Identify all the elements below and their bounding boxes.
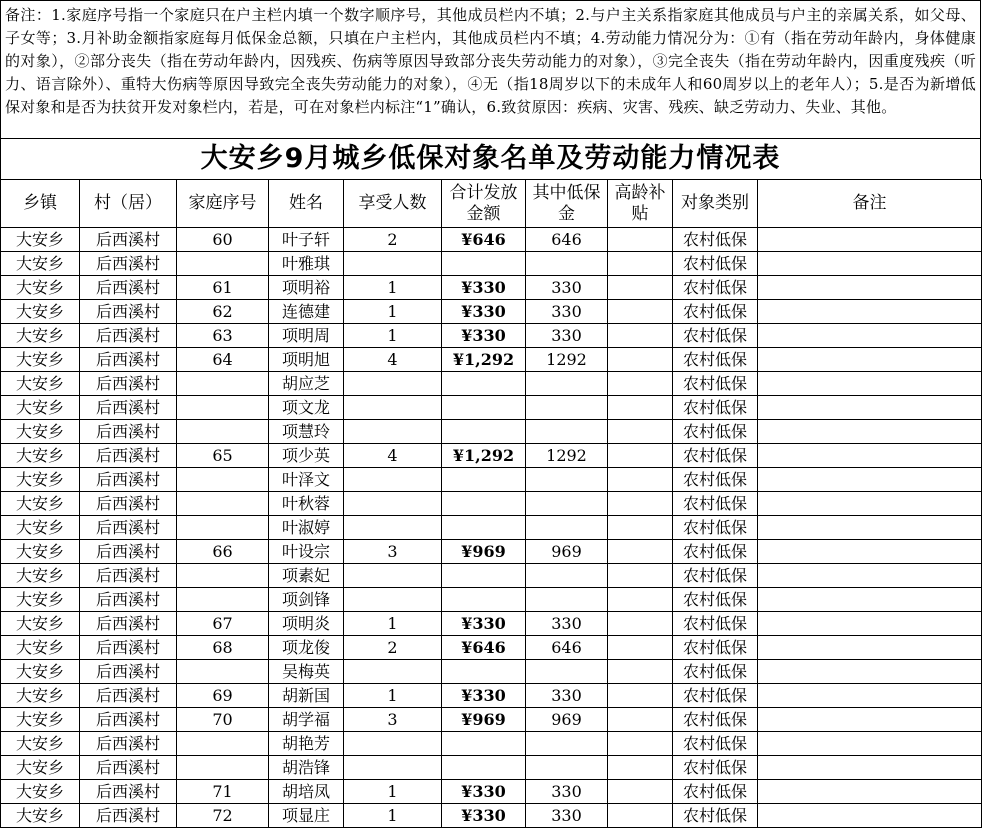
cell-total (442, 252, 526, 276)
cell-name: 胡艳芳 (269, 732, 344, 756)
cell-remark (758, 564, 982, 588)
cell-name: 项少英 (269, 444, 344, 468)
cell-family-no: 60 (177, 228, 269, 252)
cell-count: 1 (344, 780, 442, 804)
cell-elderly (608, 252, 673, 276)
cell-name: 胡浩锋 (269, 756, 344, 780)
cell-dibao (526, 252, 608, 276)
cell-elderly (608, 780, 673, 804)
cell-category: 农村低保 (673, 228, 758, 252)
cell-remark (758, 612, 982, 636)
cell-total (442, 420, 526, 444)
cell-count (344, 396, 442, 420)
cell-elderly (608, 564, 673, 588)
cell-family-no (177, 396, 269, 420)
table-row (1, 588, 982, 612)
cell-total: ¥969 (442, 540, 526, 564)
cell-count (344, 252, 442, 276)
cell-name: 叶雅琪 (269, 252, 344, 276)
cell-count: 2 (344, 228, 442, 252)
cell-total: ¥1,292 (442, 444, 526, 468)
cell-town: 大安乡 (1, 420, 80, 444)
cell-elderly (608, 324, 673, 348)
cell-town: 大安乡 (1, 588, 80, 612)
cell-count (344, 588, 442, 612)
cell-remark (758, 708, 982, 732)
cell-total (442, 756, 526, 780)
cell-dibao: 646 (526, 228, 608, 252)
cell-category: 农村低保 (673, 540, 758, 564)
cell-family-no (177, 660, 269, 684)
cell-family-no: 64 (177, 348, 269, 372)
cell-count: 3 (344, 540, 442, 564)
cell-count (344, 420, 442, 444)
table-row (1, 708, 982, 732)
cell-elderly (608, 300, 673, 324)
cell-remark (758, 276, 982, 300)
cell-elderly (608, 756, 673, 780)
cell-category: 农村低保 (673, 684, 758, 708)
cell-village: 后西溪村 (80, 444, 177, 468)
cell-total (442, 564, 526, 588)
cell-family-no (177, 252, 269, 276)
header-category: 对象类别 (673, 180, 758, 228)
cell-category: 农村低保 (673, 492, 758, 516)
cell-name: 项剑锋 (269, 588, 344, 612)
cell-dibao: 330 (526, 300, 608, 324)
cell-name: 项明周 (269, 324, 344, 348)
cell-total (442, 396, 526, 420)
cell-category: 农村低保 (673, 276, 758, 300)
cell-town: 大安乡 (1, 780, 80, 804)
cell-elderly (608, 636, 673, 660)
cell-remark (758, 756, 982, 780)
cell-remark (758, 636, 982, 660)
cell-town: 大安乡 (1, 660, 80, 684)
cell-village: 后西溪村 (80, 732, 177, 756)
cell-name: 胡新国 (269, 684, 344, 708)
cell-elderly (608, 588, 673, 612)
cell-name: 叶设宗 (269, 540, 344, 564)
cell-remark (758, 804, 982, 828)
cell-family-no (177, 564, 269, 588)
cell-family-no: 70 (177, 708, 269, 732)
cell-total (442, 732, 526, 756)
cell-family-no: 65 (177, 444, 269, 468)
cell-total: ¥330 (442, 804, 526, 828)
cell-elderly (608, 660, 673, 684)
table-row (1, 492, 982, 516)
table-body (1, 228, 982, 828)
cell-elderly (608, 804, 673, 828)
table-row (1, 276, 982, 300)
cell-count: 1 (344, 276, 442, 300)
cell-elderly (608, 684, 673, 708)
cell-category: 农村低保 (673, 636, 758, 660)
cell-dibao (526, 468, 608, 492)
cell-family-no: 63 (177, 324, 269, 348)
table-row (1, 756, 982, 780)
cell-village: 后西溪村 (80, 252, 177, 276)
cell-village: 后西溪村 (80, 588, 177, 612)
cell-category: 农村低保 (673, 516, 758, 540)
cell-dibao: 330 (526, 324, 608, 348)
cell-count: 4 (344, 348, 442, 372)
header-remark: 备注 (758, 180, 982, 228)
cell-town: 大安乡 (1, 300, 80, 324)
cell-remark (758, 420, 982, 444)
cell-town: 大安乡 (1, 468, 80, 492)
cell-elderly (608, 348, 673, 372)
cell-town: 大安乡 (1, 252, 80, 276)
cell-remark (758, 588, 982, 612)
cell-village: 后西溪村 (80, 540, 177, 564)
cell-name: 项文龙 (269, 396, 344, 420)
cell-village: 后西溪村 (80, 804, 177, 828)
cell-category: 农村低保 (673, 420, 758, 444)
cell-remark (758, 660, 982, 684)
cell-family-no (177, 468, 269, 492)
cell-town: 大安乡 (1, 396, 80, 420)
cell-family-no (177, 372, 269, 396)
cell-count: 4 (344, 444, 442, 468)
cell-village: 后西溪村 (80, 324, 177, 348)
cell-name: 项显庄 (269, 804, 344, 828)
cell-elderly (608, 228, 673, 252)
cell-village: 后西溪村 (80, 612, 177, 636)
cell-elderly (608, 732, 673, 756)
cell-category: 农村低保 (673, 396, 758, 420)
cell-dibao: 330 (526, 804, 608, 828)
cell-name: 项明炎 (269, 612, 344, 636)
cell-remark (758, 348, 982, 372)
cell-town: 大安乡 (1, 276, 80, 300)
cell-village: 后西溪村 (80, 708, 177, 732)
cell-count (344, 564, 442, 588)
cell-town: 大安乡 (1, 348, 80, 372)
cell-name: 叶秋蓉 (269, 492, 344, 516)
cell-name: 项龙俊 (269, 636, 344, 660)
header-dibao: 其中低保金 (526, 180, 608, 228)
cell-elderly (608, 276, 673, 300)
table-row (1, 348, 982, 372)
cell-category: 农村低保 (673, 348, 758, 372)
cell-count: 1 (344, 804, 442, 828)
cell-count: 1 (344, 324, 442, 348)
cell-elderly (608, 420, 673, 444)
cell-category: 农村低保 (673, 300, 758, 324)
cell-count (344, 516, 442, 540)
cell-category: 农村低保 (673, 252, 758, 276)
cell-town: 大安乡 (1, 636, 80, 660)
cell-dibao (526, 492, 608, 516)
cell-village: 后西溪村 (80, 348, 177, 372)
cell-family-no (177, 732, 269, 756)
table-row (1, 660, 982, 684)
cell-dibao: 330 (526, 780, 608, 804)
cell-town: 大安乡 (1, 324, 80, 348)
cell-town: 大安乡 (1, 612, 80, 636)
cell-dibao: 1292 (526, 444, 608, 468)
cell-family-no: 72 (177, 804, 269, 828)
header-total: 合计发放金额 (442, 180, 526, 228)
cell-remark (758, 396, 982, 420)
cell-name: 胡学福 (269, 708, 344, 732)
cell-category: 农村低保 (673, 756, 758, 780)
cell-town: 大安乡 (1, 684, 80, 708)
cell-name: 项素妃 (269, 564, 344, 588)
cell-count (344, 660, 442, 684)
table-row (1, 372, 982, 396)
cell-village: 后西溪村 (80, 636, 177, 660)
cell-dibao (526, 396, 608, 420)
cell-elderly (608, 444, 673, 468)
cell-category: 农村低保 (673, 732, 758, 756)
cell-total (442, 660, 526, 684)
cell-family-no: 66 (177, 540, 269, 564)
cell-total: ¥646 (442, 636, 526, 660)
cell-total: ¥330 (442, 612, 526, 636)
cell-dibao: 646 (526, 636, 608, 660)
cell-elderly (608, 468, 673, 492)
cell-family-no: 61 (177, 276, 269, 300)
cell-village: 后西溪村 (80, 516, 177, 540)
cell-remark (758, 228, 982, 252)
cell-category: 农村低保 (673, 372, 758, 396)
cell-dibao: 1292 (526, 348, 608, 372)
cell-name: 胡应芝 (269, 372, 344, 396)
cell-count: 1 (344, 684, 442, 708)
cell-village: 后西溪村 (80, 300, 177, 324)
cell-remark (758, 444, 982, 468)
header-village: 村（居） (80, 180, 177, 228)
cell-remark (758, 372, 982, 396)
header-row (1, 180, 982, 228)
cell-family-no: 71 (177, 780, 269, 804)
cell-total: ¥969 (442, 708, 526, 732)
table-row (1, 252, 982, 276)
cell-total: ¥1,292 (442, 348, 526, 372)
cell-name: 吴梅英 (269, 660, 344, 684)
cell-dibao: 969 (526, 708, 608, 732)
cell-dibao: 330 (526, 684, 608, 708)
cell-dibao (526, 420, 608, 444)
cell-town: 大安乡 (1, 564, 80, 588)
cell-elderly (608, 516, 673, 540)
cell-count: 1 (344, 612, 442, 636)
header-family-no: 家庭序号 (177, 180, 269, 228)
cell-village: 后西溪村 (80, 660, 177, 684)
cell-village: 后西溪村 (80, 372, 177, 396)
table-row (1, 468, 982, 492)
table-row (1, 636, 982, 660)
table-row (1, 780, 982, 804)
cell-name: 项慧玲 (269, 420, 344, 444)
cell-town: 大安乡 (1, 756, 80, 780)
cell-village: 后西溪村 (80, 756, 177, 780)
cell-name: 叶子轩 (269, 228, 344, 252)
cell-town: 大安乡 (1, 372, 80, 396)
table-row (1, 804, 982, 828)
cell-name: 叶泽文 (269, 468, 344, 492)
cell-category: 农村低保 (673, 780, 758, 804)
cell-category: 农村低保 (673, 588, 758, 612)
table-row (1, 324, 982, 348)
cell-remark (758, 468, 982, 492)
cell-total: ¥330 (442, 684, 526, 708)
cell-elderly (608, 492, 673, 516)
cell-town: 大安乡 (1, 228, 80, 252)
table-row (1, 732, 982, 756)
cell-elderly (608, 708, 673, 732)
table-row (1, 540, 982, 564)
cell-dibao (526, 588, 608, 612)
cell-dibao (526, 660, 608, 684)
cell-village: 后西溪村 (80, 564, 177, 588)
cell-village: 后西溪村 (80, 228, 177, 252)
cell-count (344, 372, 442, 396)
cell-category: 农村低保 (673, 660, 758, 684)
cell-category: 农村低保 (673, 804, 758, 828)
cell-total: ¥330 (442, 780, 526, 804)
cell-town: 大安乡 (1, 804, 80, 828)
table-row (1, 396, 982, 420)
cell-category: 农村低保 (673, 468, 758, 492)
cell-remark (758, 492, 982, 516)
cell-total: ¥330 (442, 324, 526, 348)
table-row (1, 684, 982, 708)
cell-total (442, 492, 526, 516)
cell-village: 后西溪村 (80, 276, 177, 300)
cell-name: 胡培凤 (269, 780, 344, 804)
cell-town: 大安乡 (1, 732, 80, 756)
cell-village: 后西溪村 (80, 468, 177, 492)
table-row (1, 516, 982, 540)
cell-total (442, 588, 526, 612)
cell-category: 农村低保 (673, 324, 758, 348)
page-title: 大安乡9月城乡低保对象名单及劳动能力情况表 (0, 139, 981, 179)
cell-dibao: 330 (526, 612, 608, 636)
cell-town: 大安乡 (1, 492, 80, 516)
cell-town: 大安乡 (1, 708, 80, 732)
cell-count (344, 756, 442, 780)
table-row (1, 564, 982, 588)
cell-total: ¥330 (442, 300, 526, 324)
cell-family-no (177, 492, 269, 516)
cell-count: 2 (344, 636, 442, 660)
cell-name: 项明裕 (269, 276, 344, 300)
cell-village: 后西溪村 (80, 684, 177, 708)
cell-dibao (526, 756, 608, 780)
cell-dibao (526, 372, 608, 396)
header-name: 姓名 (269, 180, 344, 228)
cell-town: 大安乡 (1, 540, 80, 564)
cell-village: 后西溪村 (80, 396, 177, 420)
cell-family-no: 67 (177, 612, 269, 636)
cell-dibao (526, 732, 608, 756)
cell-elderly (608, 540, 673, 564)
cell-remark (758, 252, 982, 276)
cell-count: 1 (344, 300, 442, 324)
cell-dibao (526, 516, 608, 540)
table-row (1, 420, 982, 444)
roster-table (0, 179, 982, 828)
cell-category: 农村低保 (673, 564, 758, 588)
cell-family-no (177, 588, 269, 612)
cell-remark (758, 324, 982, 348)
cell-count: 3 (344, 708, 442, 732)
cell-remark (758, 300, 982, 324)
table-row (1, 444, 982, 468)
cell-name: 连德建 (269, 300, 344, 324)
cell-count (344, 492, 442, 516)
table-row (1, 612, 982, 636)
cell-family-no: 68 (177, 636, 269, 660)
cell-category: 农村低保 (673, 444, 758, 468)
cell-total: ¥330 (442, 276, 526, 300)
header-count: 享受人数 (344, 180, 442, 228)
cell-village: 后西溪村 (80, 780, 177, 804)
cell-family-no (177, 756, 269, 780)
cell-dibao (526, 564, 608, 588)
cell-dibao: 330 (526, 276, 608, 300)
cell-family-no (177, 420, 269, 444)
cell-remark (758, 516, 982, 540)
cell-remark (758, 540, 982, 564)
cell-count (344, 732, 442, 756)
cell-family-no: 69 (177, 684, 269, 708)
cell-name: 叶淑婷 (269, 516, 344, 540)
table-row (1, 228, 982, 252)
cell-total (442, 468, 526, 492)
cell-dibao: 969 (526, 540, 608, 564)
cell-total: ¥646 (442, 228, 526, 252)
cell-count (344, 468, 442, 492)
cell-family-no: 62 (177, 300, 269, 324)
cell-elderly (608, 396, 673, 420)
cell-elderly (608, 372, 673, 396)
cell-name: 项明旭 (269, 348, 344, 372)
cell-family-no (177, 516, 269, 540)
cell-village: 后西溪村 (80, 420, 177, 444)
note-text: 备注：1.家庭序号指一个家庭只在户主栏内填一个数字顺序号，其他成员栏内不填；2.与户主关系指家庭其他成员与户主的亲属关系，如父母、子女等；3.月补助金额指家庭每月低保金总额，只填在户主栏内，其他成员栏内不填；4.劳动能力情况分为：①有（指在劳动年龄内，身体健康的对象），②部分丧失（指在劳动年龄内，因残疾、伤病等原因导致部分丧失劳动能力的对象），③完全丧失（指在劳动年龄内，因重度残疾（听力、语言除外）、重特大伤病等原因导致完全丧失劳动能力的对象），④无（指18周岁以下的未成年人和60周岁以上的老年人）；5.是否为新增低保对象和是否为扶贫开发对象栏内，若是，可在对象栏内标注“1”确认，6.致贫原因：疾病、灾害、残疾、缺乏劳动力、失业、其他。 (0, 0, 981, 139)
cell-elderly (608, 612, 673, 636)
cell-total (442, 372, 526, 396)
cell-town: 大安乡 (1, 444, 80, 468)
header-elderly: 高龄补贴 (608, 180, 673, 228)
cell-remark (758, 780, 982, 804)
cell-category: 农村低保 (673, 708, 758, 732)
header-town: 乡镇 (1, 180, 80, 228)
cell-total (442, 516, 526, 540)
cell-remark (758, 732, 982, 756)
cell-category: 农村低保 (673, 612, 758, 636)
cell-town: 大安乡 (1, 516, 80, 540)
cell-village: 后西溪村 (80, 492, 177, 516)
cell-remark (758, 684, 982, 708)
table-row (1, 300, 982, 324)
